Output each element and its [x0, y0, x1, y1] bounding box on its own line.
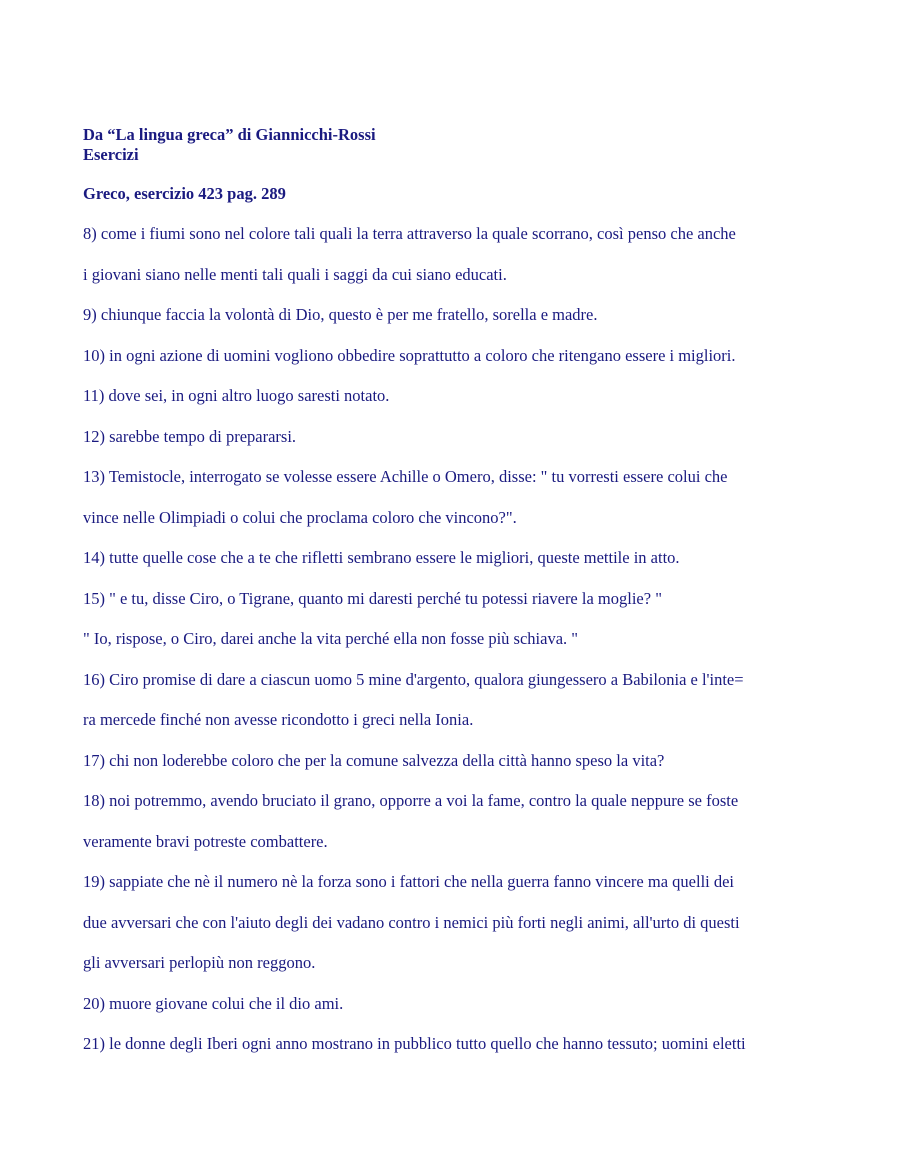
text-line: vince nelle Olimpiadi o colui che proclama coloro che vincono?". — [83, 507, 517, 527]
text-line: i giovani siano nelle menti tali quali i saggi da cui siano educati. — [83, 264, 507, 284]
text-line: 9) chiunque faccia la volontà di Dio, questo è per me fratello, sorella e madre. — [83, 305, 598, 324]
text-line: ra mercede finché non avesse ricondotto i greci nella Ionia. — [83, 710, 474, 729]
text-line: veramente bravi potreste combattere. — [83, 831, 328, 851]
document-subtitle: Esercizi — [83, 145, 139, 164]
document-content — [83, 125, 823, 1065]
text-line: 14) tutte quelle cose che a te che rifletti sembrano essere le migliori, queste mettile in atto. — [83, 548, 680, 567]
text-line: 16) Ciro promise di dare a ciascun uomo 5 mine d'argento, qualora giungessero a Babilonia e l'inte= — [83, 669, 744, 689]
document-title: Da “La lingua greca” di Giannicchi-Rossi — [83, 125, 376, 144]
text-line: 18) noi potremmo, avendo bruciato il grano, opporre a voi la fame, contro la quale neppure se foste — [83, 791, 739, 810]
text-line: 20) muore giovane colui che il dio ami. — [83, 993, 344, 1013]
text-line: 12) sarebbe tempo di prepararsi. — [83, 426, 297, 446]
text-line: 17) chi non loderebbe coloro che per la comune salvezza della città hanno speso la vita? — [83, 750, 665, 770]
text-line: 19) sappiate che nè il numero nè la forza sono i fattori che nella guerra fanno vincere ma quelli dei — [83, 872, 735, 891]
text-line: " Io, rispose, o Ciro, darei anche la vita perché ella non fosse più schiava. " — [83, 629, 579, 648]
text-line: 8) come i fiumi sono nel colore tali quali la terra attraverso la quale scorrano, così penso che anche — [83, 224, 736, 243]
text-line: 21) le donne degli Iberi ogni anno mostrano in pubblico tutto quello che hanno tessuto; uomini eletti — [83, 1034, 746, 1053]
section-title: Greco, esercizio 423 pag. 289 — [83, 184, 286, 203]
text-line: gli avversari perlopiù non reggono. — [83, 953, 316, 972]
text-line: 13) Temistocle, interrogato se volesse essere Achille o Omero, disse: " tu vorresti essere colui che — [83, 467, 728, 486]
text-line: 10) in ogni azione di uomini vogliono obbedire soprattutto a coloro che ritengano essere i migliori. — [83, 345, 736, 365]
text-line: 15) " e tu, disse Ciro, o Tigrane, quanto mi daresti perché tu potessi riavere la moglie? " — [83, 588, 662, 608]
text-line: due avversari che con l'aiuto degli dei vadano contro i nemici più forti negli animi, all'urto di questi — [83, 912, 740, 932]
exercise-lines — [83, 214, 823, 1065]
text-line: 11) dove sei, in ogni altro luogo saresti notato. — [83, 386, 390, 405]
